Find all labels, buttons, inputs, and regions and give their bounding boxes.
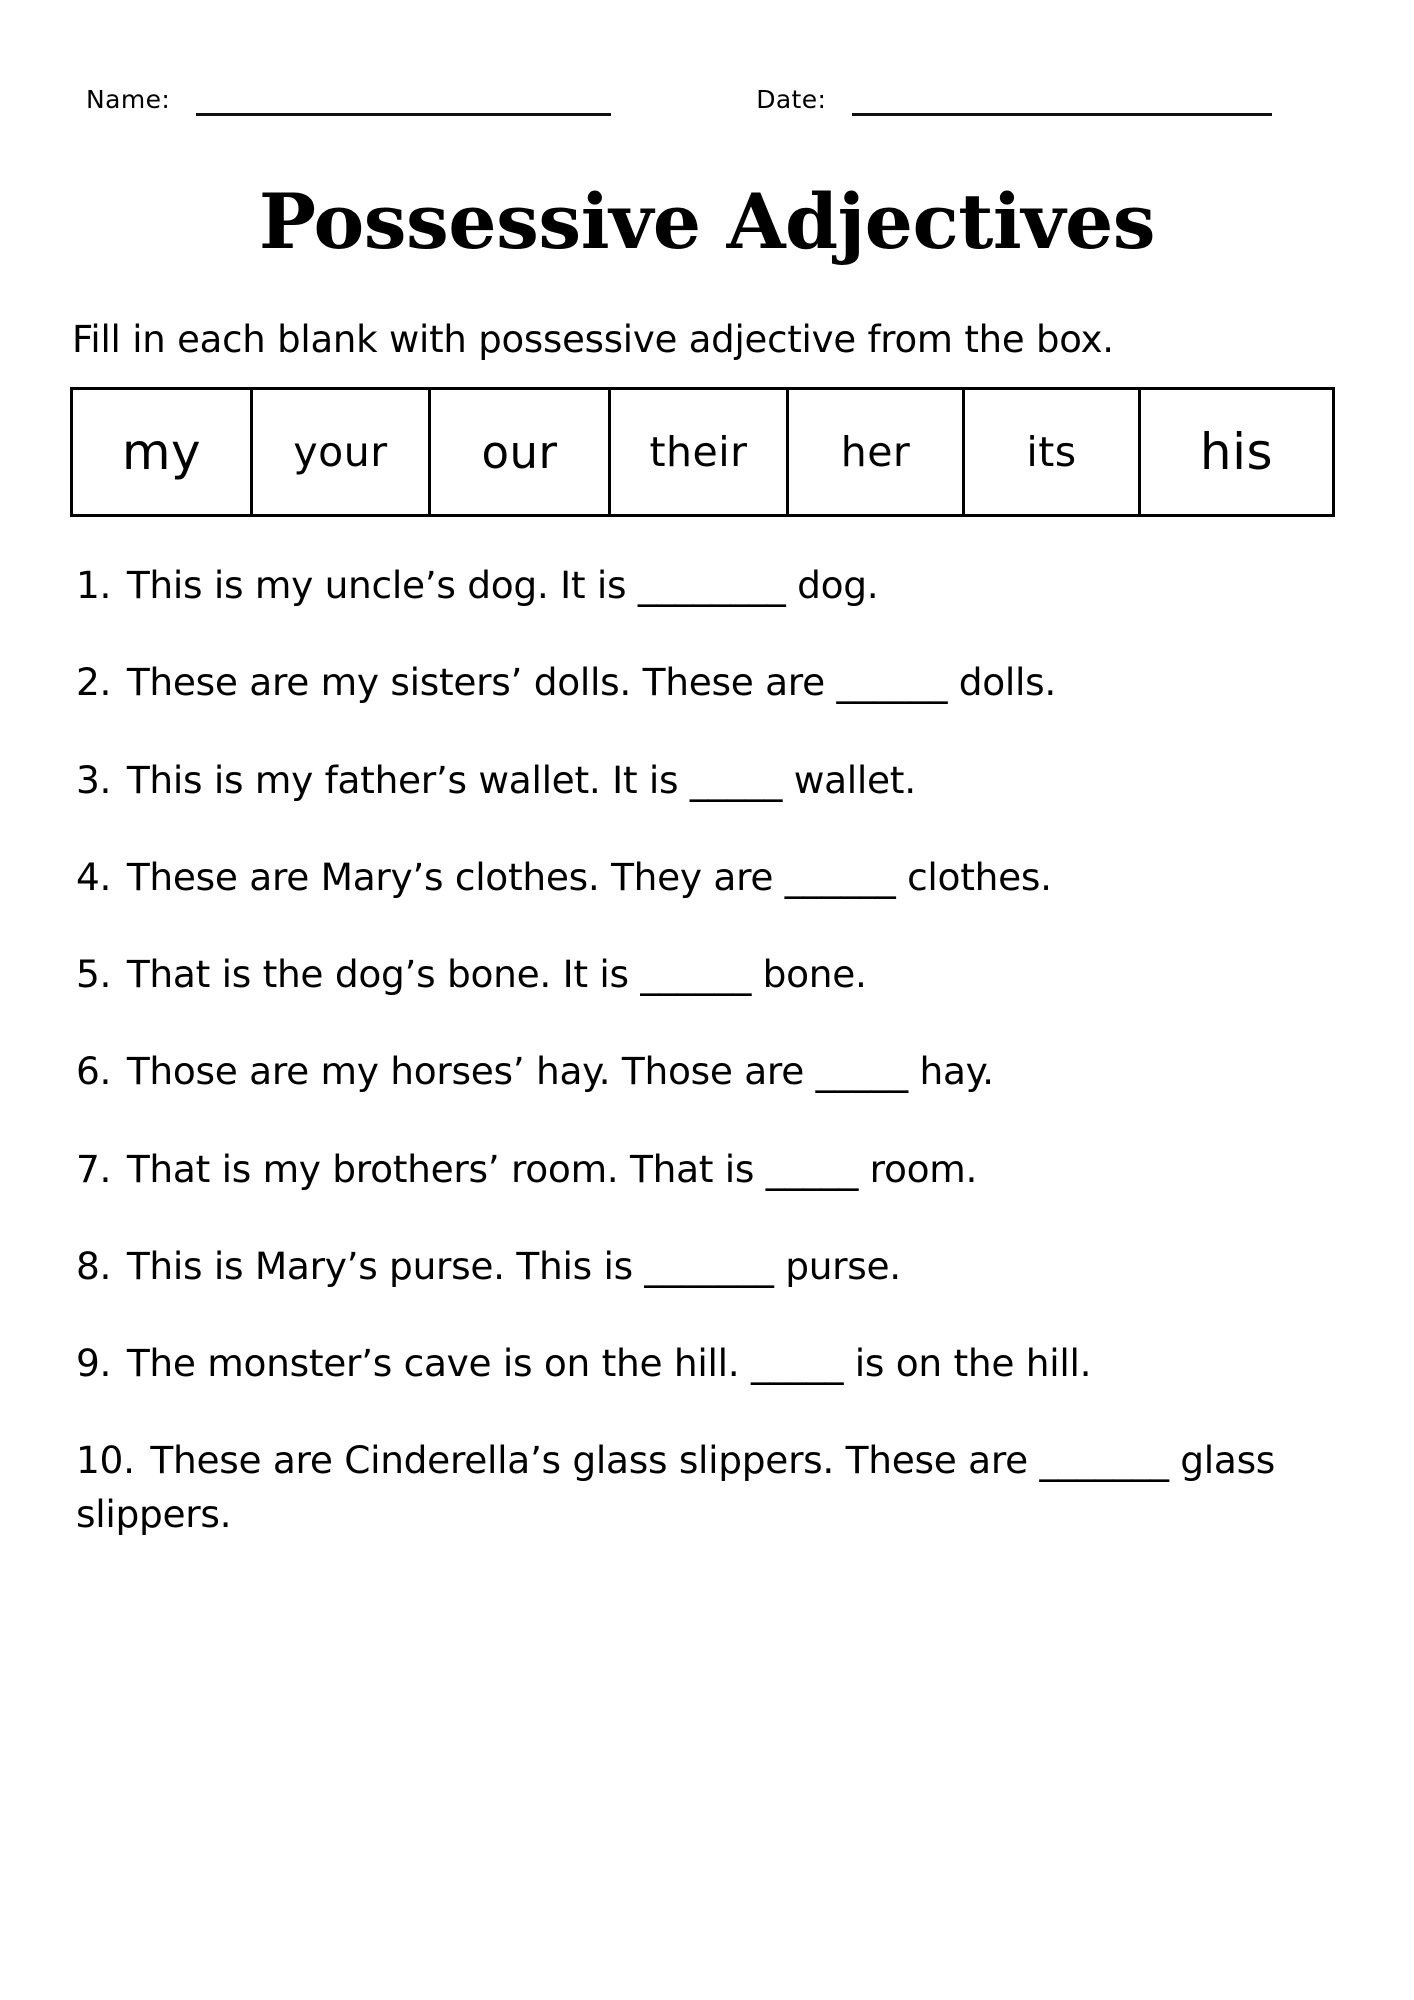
word-bank-item-our[interactable]: our	[431, 390, 611, 514]
question-number: 10.	[76, 1438, 135, 1483]
instructions-text: Fill in each blank with possessive adjective from the box.	[72, 318, 1114, 361]
question-text: These are Mary’s clothes. They are ______ clothes.	[126, 854, 1052, 899]
question-text: These are my sisters’ dolls. These are ______ dolls.	[126, 660, 1057, 705]
name-label: Name:	[86, 85, 171, 114]
question-item	[76, 754, 1344, 807]
question-number: 1.	[76, 563, 112, 607]
question-item	[76, 1143, 1344, 1196]
question-item	[76, 1045, 1344, 1098]
question-item	[76, 1434, 1344, 1541]
question-number: 3.	[76, 757, 112, 802]
question-text: This is my uncle’s dog. It is ________ dog.	[126, 563, 879, 607]
question-item	[76, 948, 1344, 1001]
word-bank-item-your[interactable]: your	[253, 390, 431, 514]
question-text: This is my father’s wallet. It is _____ wallet.	[126, 757, 916, 802]
question-number: 7.	[76, 1146, 112, 1191]
word-bank-item-my[interactable]: my	[73, 390, 253, 514]
date-field[interactable]	[756, 85, 1272, 116]
question-text: These are Cinderella’s glass slippers. These are _______ glass slippers.	[76, 1438, 1276, 1536]
date-label: Date:	[756, 85, 827, 114]
question-item	[76, 1240, 1344, 1293]
worksheet-header	[70, 0, 1344, 116]
name-write-line[interactable]	[196, 112, 611, 116]
question-number: 8.	[76, 1243, 112, 1288]
word-bank-item-his[interactable]: his	[1199, 423, 1274, 481]
date-write-line[interactable]	[852, 112, 1272, 116]
question-number: 2.	[76, 660, 112, 705]
word-bank-item-their[interactable]: their	[611, 390, 789, 514]
word-bank-item-her[interactable]: her	[789, 390, 965, 514]
question-text: That is the dog’s bone. It is ______ bone.	[126, 952, 867, 996]
question-text: This is Mary’s purse. This is _______ purse.	[126, 1243, 901, 1288]
question-number: 5.	[76, 952, 112, 996]
question-item	[76, 1337, 1344, 1390]
word-bank-item-its[interactable]: its	[965, 390, 1141, 514]
question-number: 4.	[76, 854, 112, 899]
question-text: Those are my horses’ hay. Those are _____ hay.	[126, 1049, 994, 1094]
question-item	[76, 851, 1344, 904]
questions-list	[76, 559, 1344, 1541]
question-item	[76, 656, 1344, 709]
question-text: That is my brothers’ room. That is _____ room.	[126, 1146, 978, 1191]
name-field[interactable]	[86, 85, 611, 116]
word-bank-box	[70, 387, 1335, 517]
question-text: The monster’s cave is on the hill. _____ is on the hill.	[126, 1341, 1092, 1385]
question-number: 6.	[76, 1049, 112, 1094]
question-item	[76, 559, 1344, 612]
page-title: Possessive Adjectives	[258, 177, 1156, 266]
question-number: 9.	[76, 1341, 112, 1385]
